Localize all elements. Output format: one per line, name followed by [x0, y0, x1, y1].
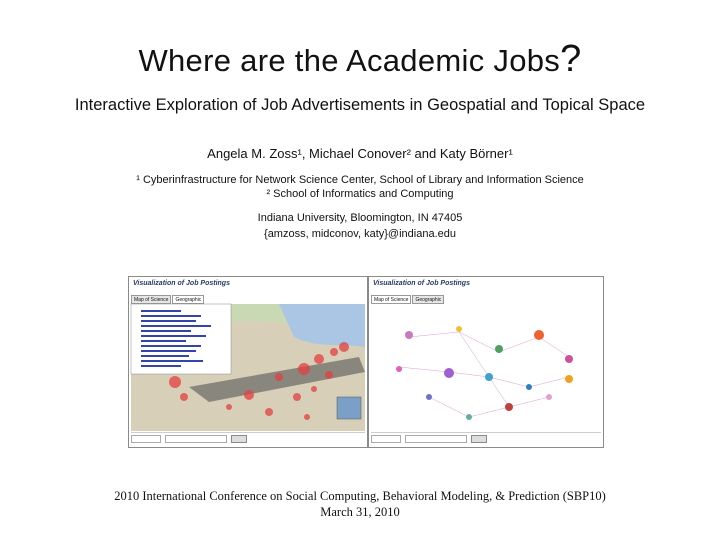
affiliation-1: ¹ Cyberinfrastructure for Network Science Center, School of Library and Information Science [136, 174, 584, 186]
screenshot-geographic-view [128, 276, 368, 448]
tab-geographic[interactable]: Geographic [172, 295, 204, 304]
tab-geographic[interactable]: Geographic [412, 295, 444, 304]
screenshot-header: Visualization of Job Postings [373, 280, 470, 287]
screenshot-map-of-science-view [368, 276, 604, 448]
slide-title-question-mark: ? [560, 38, 582, 80]
slide-title-text: Where are the Academic Jobs [138, 43, 561, 78]
search-button[interactable] [231, 435, 247, 443]
search-field[interactable] [371, 435, 401, 443]
tab-map-of-science[interactable]: Map of Science [371, 295, 411, 304]
presentation-date: March 31, 2010 [320, 505, 400, 519]
slide-subtitle: Interactive Exploration of Job Advertisements in Geospatial and Topical Space [74, 96, 646, 114]
screenshot-search-bar [131, 432, 365, 445]
filter-field[interactable] [405, 435, 467, 443]
tab-map-of-science[interactable]: Map of Science [131, 295, 171, 304]
screenshot-header: Visualization of Job Postings [133, 280, 230, 287]
search-field[interactable] [131, 435, 161, 443]
affiliation-2: ² School of Informatics and Computing [266, 188, 454, 200]
map-of-science-image [369, 277, 603, 447]
search-button[interactable] [471, 435, 487, 443]
screenshot-search-bar [371, 432, 601, 445]
author-list: Angela M. Zoss¹, Michael Conover² and Katy Börner¹ [207, 146, 513, 161]
slide-title [0, 38, 720, 81]
email-addresses: {amzoss, midconov, katy}@indiana.edu [264, 228, 456, 240]
filter-field[interactable] [165, 435, 227, 443]
conference-name: 2010 International Conference on Social Computing, Behavioral Modeling, & Prediction (SBP10) [114, 489, 606, 503]
postal-address: Indiana University, Bloomington, IN 47405 [257, 212, 463, 224]
us-map-image [129, 277, 367, 447]
